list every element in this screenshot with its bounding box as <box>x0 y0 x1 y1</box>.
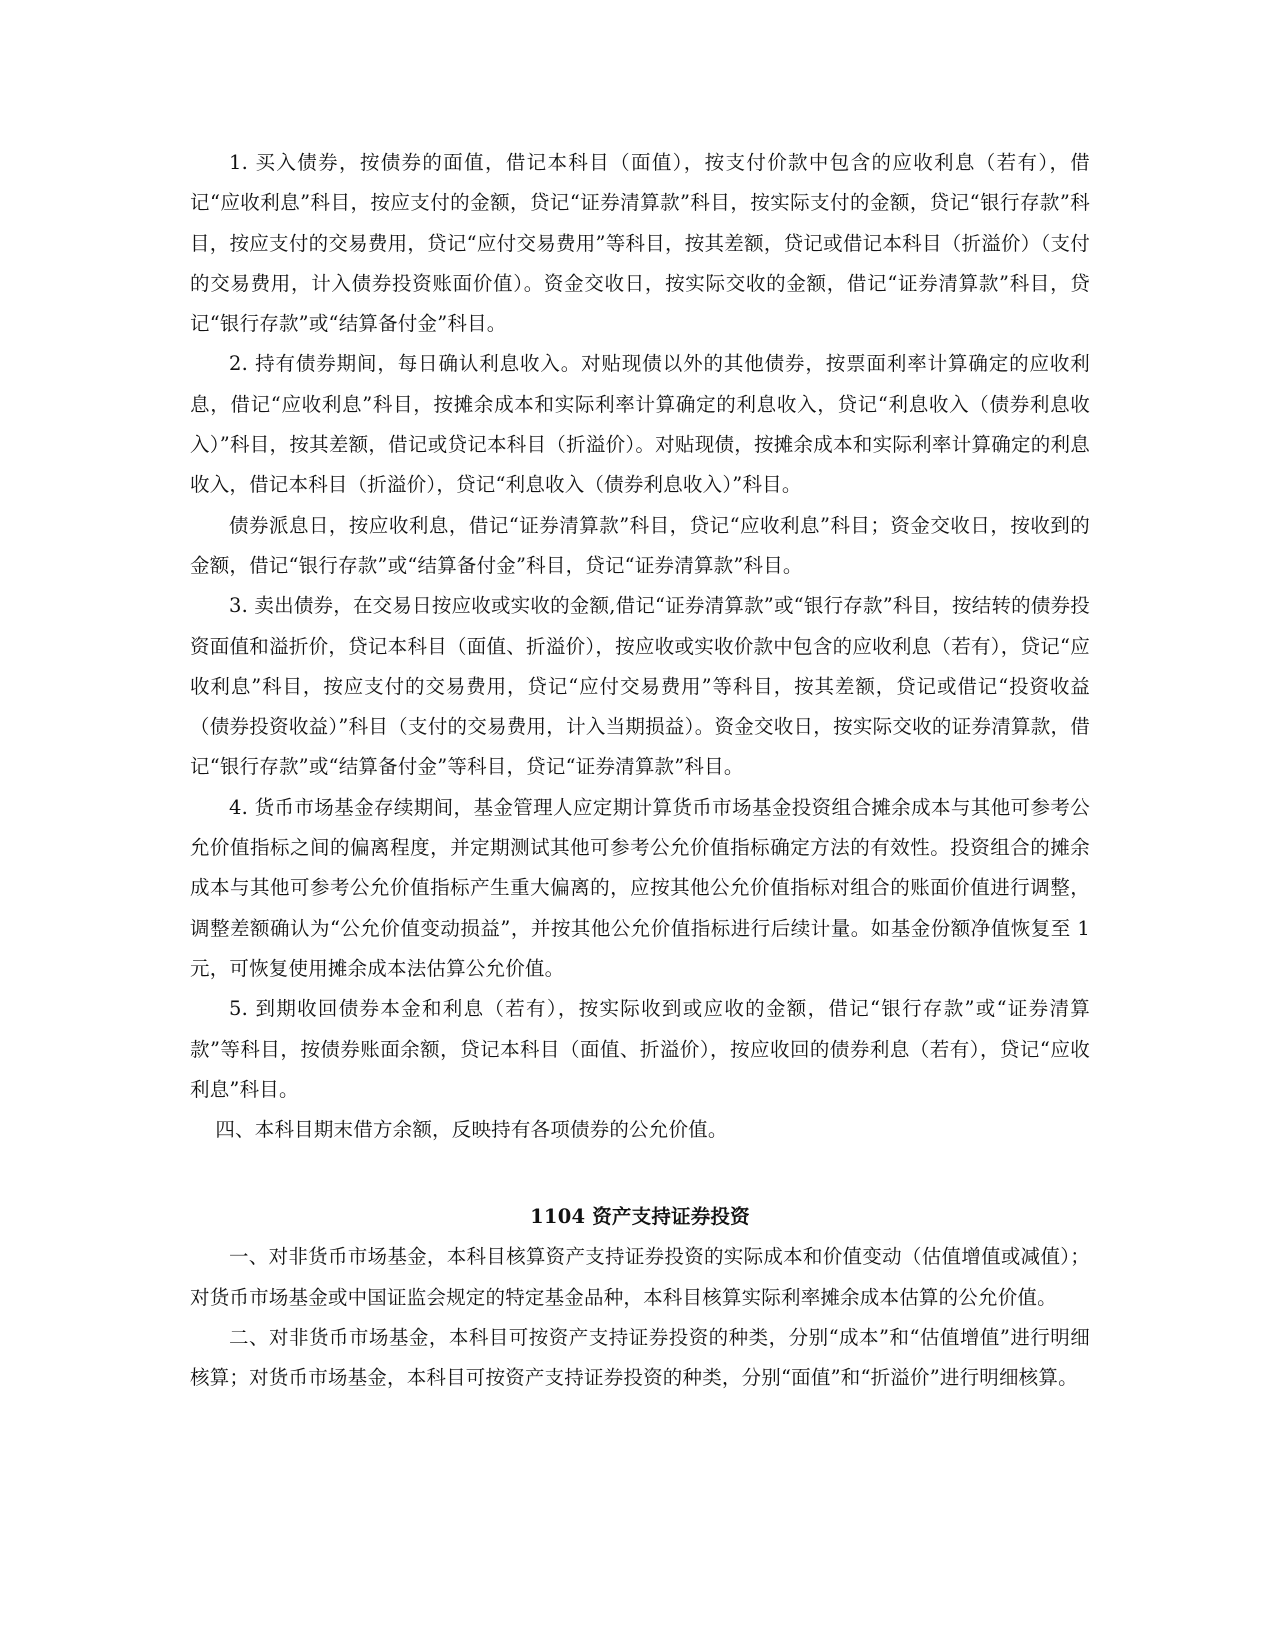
paragraph-section-scope: 一、对非货币市场基金，本科目核算资产支持证券投资的实际成本和价值变动（估值增值或减值）；对货币市场基金或中国证监会规定的特定基金品种，本科目核算实际利率摊余成本估算的公允价值。 <box>190 1245 1090 1309</box>
paragraph-buy-bonds: 1. 买入债券，按债券的面值，借记本科目（面值），按支付价款中包含的应收利息（若有），借记“应收利息”科目，按应支付的金额，贷记“证券清算款”科目，按实际支付的金额，贷记“银行存款”科目，按应支付的交易费用，贷记“应付交易费用”等科目，按其差额，贷记或借记本科目（折溢价）（支付的交易费用，计入债券投资账面价值）。资金交收日，按实际交收的金额，借记“证券清算款”科目，贷记“银行存款”或“结算备付金”科目。 <box>190 151 1090 336</box>
section-gap <box>190 1150 1090 1197</box>
paragraph-interest-payment-day: 债券派息日，按应收利息，借记“证券清算款”科目，贷记“应收利息”科目；资金交收日，按收到的金额，借记“银行存款”或“结算备付金”科目，贷记“证券清算款”科目。 <box>190 513 1090 577</box>
paragraph-sell-bonds: 3. 卖出债券，在交易日按应收或实收的金额,借记“证券清算款”或“银行存款”科目，按结转的债券投资面值和溢折价，贷记本科目（面值、折溢价），按应收或实收价款中包含的应收利息（若有），贷记“应收利息”科目，按应支付的交易费用，贷记“应付交易费用”等科目，按其差额，贷记或借记“投资收益（债券投资收益）”科目（支付的交易费用，计入当期损益）。资金交收日，按实际交收的证券清算款，借记“银行存款”或“结算备付金”等科目，贷记“证券清算款”科目。 <box>190 594 1090 779</box>
section-heading: 1104 资产支持证券投资 <box>530 1205 750 1229</box>
document-body <box>190 143 1090 1399</box>
paragraph-money-market-fund: 4. 货币市场基金存续期间，基金管理人应定期计算货币市场基金投资组合摊余成本与其他可参考公允价值指标之间的偏离程度，并定期测试其他可参考公允价值指标确定方法的有效性。投资组合的摊余成本与其他可参考公允价值指标产生重大偏离的，应按其他公允价值指标对组合的账面价值进行调整，调整差额确认为“公允价值变动损益”，并按其他公允价值指标进行后续计量。如基金份额净值恢复至 1 元，可恢复使用摊余成本法估算公允价值。 <box>190 795 1090 980</box>
paragraph-section-detail-accounting: 二、对非货币市场基金，本科目可按资产支持证券投资的种类，分别“成本”和“估值增值”进行明细核算；对货币市场基金，本科目可按资产支持证券投资的种类，分别“面值”和“折溢价”进行明细核算。 <box>190 1326 1090 1390</box>
paragraph-holding-period: 2. 持有债券期间，每日确认利息收入。对贴现债以外的其他债券，按票面利率计算确定的应收利息，借记“应收利息”科目，按摊余成本和实际利率计算确定的利息收入，贷记“利息收入（债券利息收入）”科目，按其差额，借记或贷记本科目（折溢价）。对贴现债，按摊余成本和实际利率计算确定的利息收入，借记本科目（折溢价），贷记“利息收入（债券利息收入）”科目。 <box>190 352 1090 497</box>
paragraph-ending-balance: 四、本科目期末借方余额，反映持有各项债券的公允价值。 <box>215 1118 728 1142</box>
paragraph-maturity: 5. 到期收回债券本金和利息（若有），按实际收到或应收的金额，借记“银行存款”或“证券清算款”等科目，按债券账面余额，贷记本科目（面值、折溢价），按应收回的债券利息（若有），贷记“应收利息”科目。 <box>190 997 1090 1101</box>
